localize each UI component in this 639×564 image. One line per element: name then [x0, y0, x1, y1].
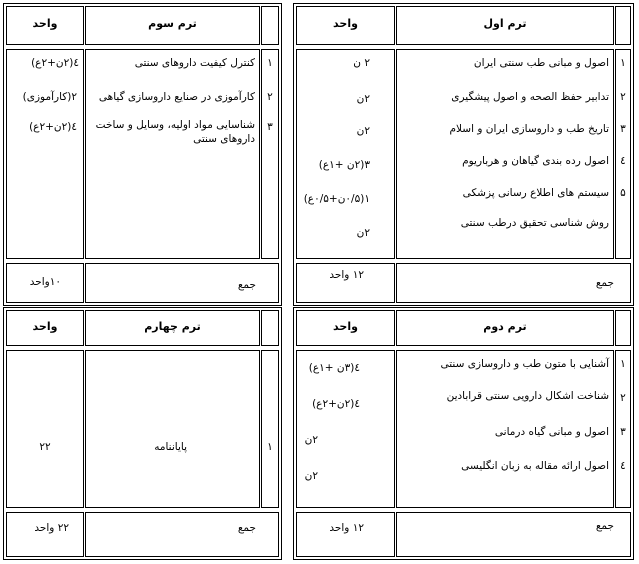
term2-title: ترم دوم — [483, 320, 527, 333]
term1-table — [293, 3, 634, 306]
term4-course-col — [85, 350, 260, 508]
term4-total-value: ۲۲ واحد — [34, 522, 69, 534]
term2-unit-header: واحد — [333, 320, 358, 333]
term2-unit-4: ۲ن — [304, 470, 318, 482]
term1-num-header-cell — [615, 6, 631, 45]
term2-num-4: ٤ — [620, 460, 626, 472]
term3-course-1: کنترل کیفیت داروهای سنتی — [134, 57, 255, 69]
term4-unit-header-cell — [6, 310, 84, 346]
term3-num-header-cell — [261, 6, 279, 45]
term3-title: ترم سوم — [148, 17, 197, 30]
term4-total-label: جمع — [237, 522, 256, 534]
term1-total-value: ۱۲ واحد — [329, 269, 364, 281]
term1-course-col — [396, 49, 614, 259]
term3-course-col — [85, 49, 260, 259]
term3-num-col — [261, 49, 279, 259]
term1-total-label-cell — [396, 263, 631, 303]
term1-unit-6: ۲ن — [356, 227, 370, 239]
term4-num-col — [261, 350, 279, 508]
term1-course-6: روش شناسی تحقیق درطب سنتی — [460, 217, 609, 229]
term3-unit-3: ٤(۲ن+۲ع) — [29, 121, 77, 133]
term3-course-3: شناسایی مواد اولیه، وسایل و ساخت داروهای سنتی — [95, 119, 255, 145]
term4-total-value-cell — [6, 512, 84, 557]
term1-course-3: تاریخ طب و داروسازی ایران و اسلام — [449, 123, 609, 135]
term1-unit-col — [296, 49, 395, 259]
term3-total-value-cell — [6, 263, 84, 303]
term2-course-col — [396, 350, 614, 508]
term2-num-col — [615, 350, 631, 508]
term4-total-label-cell — [85, 512, 279, 557]
term1-num-4: ٤ — [620, 155, 626, 167]
term3-total-label-cell — [85, 263, 279, 303]
term1-unit-4: ۳(۲ن +۱ع) — [318, 159, 370, 171]
term1-total-label: جمع — [595, 277, 614, 289]
term1-course-2: تدابیر حفظ الصحه و اصول پیشگیری — [451, 91, 609, 103]
term1-total-value-cell — [296, 263, 395, 303]
term1-num-1: ۱ — [620, 57, 626, 69]
term4-num-1: ۱ — [267, 441, 273, 453]
term2-total-label: جمع — [595, 520, 614, 532]
term1-course-4: اصول رده بندی گیاهان و هرباریوم — [462, 155, 609, 167]
term3-num-3: ۳ — [267, 121, 273, 133]
term3-unit-2: ۲(کارآموزی) — [22, 91, 77, 103]
term2-num-header-cell — [615, 310, 631, 346]
term3-title-cell — [85, 6, 260, 45]
term2-unit-header-cell — [296, 310, 395, 346]
term3-total-value: ۱۰واحد — [29, 276, 61, 288]
term2-num-2: ۲ — [620, 392, 626, 404]
term2-num-1: ۱ — [620, 358, 626, 370]
term4-title-cell — [85, 310, 260, 346]
term1-unit-2: ۲ن — [356, 93, 370, 105]
term4-title: ترم چهارم — [144, 320, 201, 333]
term1-course-1: اصول و مبانی طب سنتی ایران — [473, 57, 609, 69]
term2-title-cell — [396, 310, 614, 346]
term2-course-4: اصول ارائه مقاله به زبان انگلیسی — [461, 460, 609, 472]
term4-course-1: پایاننامه — [154, 441, 187, 453]
term1-unit-header-cell — [296, 6, 395, 45]
term3-num-1: ۱ — [267, 57, 273, 69]
term3-unit-col — [6, 49, 84, 259]
term1-title: ترم اول — [483, 17, 527, 30]
term1-course-5: سیستم های اطلاع رسانی پزشکی — [462, 187, 609, 199]
term3-table — [3, 3, 282, 306]
term1-num-5: ۵ — [620, 187, 626, 199]
term2-table — [293, 307, 634, 560]
term1-title-cell — [396, 6, 614, 45]
term4-unit-1: ۲۲ — [39, 441, 51, 453]
term4-unit-header: واحد — [32, 320, 58, 333]
term3-unit-1: ٤(۲ن+۲ع) — [31, 57, 79, 69]
term2-total-label-cell — [396, 512, 631, 557]
term3-course-2: کارآموزی در صنایع داروسازی گیاهی — [98, 91, 255, 103]
term2-course-2: شناخت اشکال دارویی سنتی قرابادین — [446, 390, 609, 402]
term3-num-2: ۲ — [267, 91, 273, 103]
term1-unit-1: ۲ ن — [353, 57, 370, 69]
term3-unit-header-cell — [6, 6, 84, 45]
term4-num-header-cell — [261, 310, 279, 346]
term2-unit-1: ٤(۳ن +۱ع) — [308, 362, 360, 374]
term2-total-value: ۱۲ واحد — [329, 522, 364, 534]
term2-unit-2: ٤(۲ن+۲ع) — [312, 398, 360, 410]
term1-num-3: ۳ — [620, 123, 626, 135]
term1-num-col — [615, 49, 631, 259]
term2-unit-3: ۲ن — [304, 434, 318, 446]
term2-num-3: ۳ — [620, 426, 626, 438]
term3-total-label: جمع — [237, 279, 256, 291]
term2-unit-col — [296, 350, 395, 508]
term3-unit-header: واحد — [32, 17, 58, 30]
term1-num-2: ۲ — [620, 91, 626, 103]
term1-unit-5: ۱(۰/۵ن+۰/۵ع) — [303, 193, 370, 205]
term4-table — [3, 307, 282, 560]
term1-unit-header: واحد — [333, 17, 358, 30]
term1-unit-3: ۲ن — [356, 125, 370, 137]
term2-course-1: آشنایی با متون طب و داروسازی سنتی — [440, 358, 609, 370]
term2-course-3: اصول و مبانی گیاه درمانی — [494, 426, 609, 438]
term4-unit-col — [6, 350, 84, 508]
term2-total-value-cell — [296, 512, 395, 557]
